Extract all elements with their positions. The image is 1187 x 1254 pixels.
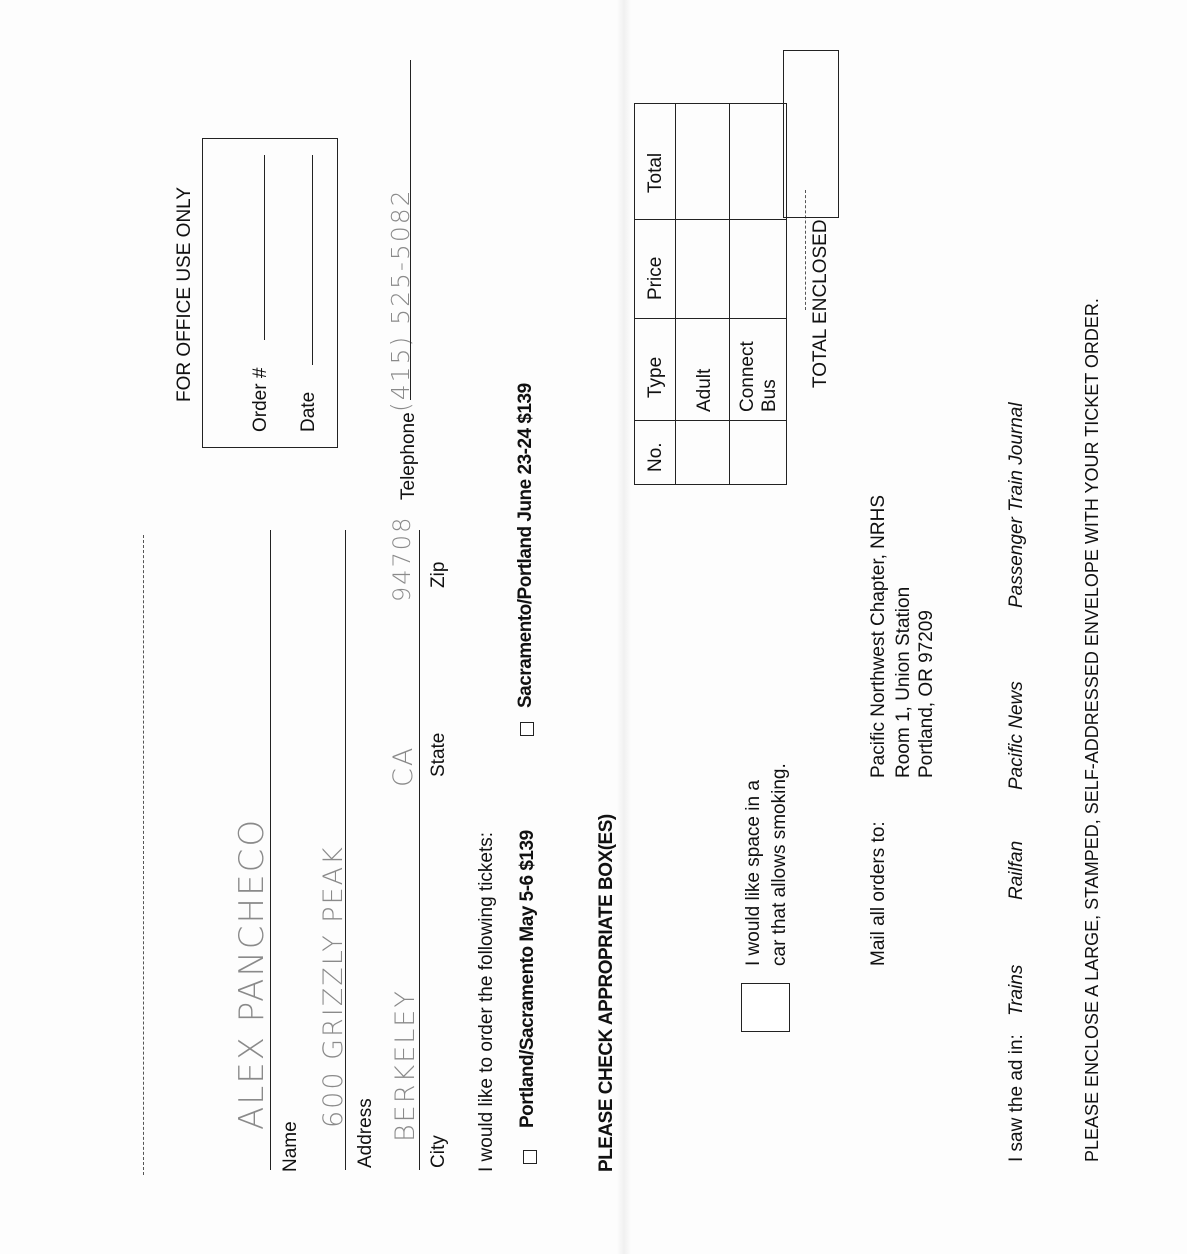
name-label: Name (280, 1121, 301, 1172)
ad-option-railfan: Railfan (1006, 840, 1027, 900)
tear-off-line (143, 535, 144, 1175)
telephone-line (410, 60, 411, 400)
order-number-label: Order # (250, 367, 271, 432)
table-col-divider (634, 318, 787, 319)
option2-label: Sacramento/Portland June 23-24 $139 (515, 383, 536, 708)
table-cell-type: Adult (694, 368, 715, 412)
order-number-line (264, 155, 265, 340)
address-line (345, 530, 346, 1170)
smoking-checkbox[interactable] (741, 983, 790, 1032)
zip-label: Zip (428, 561, 449, 588)
telephone-label: Telephone (398, 412, 419, 500)
name-value[interactable]: ALEX PANCHECO (232, 817, 272, 1130)
mail-label: Mail all orders to: (868, 821, 889, 966)
telephone-value[interactable]: (415) 525-5082 (386, 188, 415, 412)
total-enclosed-label: TOTAL ENCLOSED (810, 219, 831, 388)
total-enclosed-box[interactable] (783, 50, 839, 218)
tickets-intro: I would like to order the following tickets: (476, 831, 497, 1172)
date-line (312, 155, 313, 365)
option1-checkbox[interactable] (523, 1150, 537, 1164)
table-header: No. (645, 442, 666, 472)
table-header: Price (645, 256, 666, 300)
table-cell-type: Connect Bus (737, 341, 780, 412)
table-col-divider (634, 420, 787, 421)
address-label: Address (355, 1098, 376, 1168)
option1-label: Portland/Sacramento May 5-6 $139 (517, 830, 538, 1128)
mail-line3: Portland, OR 97209 (916, 610, 937, 778)
ad-label: I saw the ad in: (1006, 1034, 1027, 1162)
table-header: Type (645, 356, 666, 398)
table-header: Total (645, 152, 666, 193)
name-line (270, 530, 271, 1170)
city-label: City (428, 1135, 449, 1168)
footer-note: PLEASE ENCLOSE A LARGE, STAMPED, SELF-ADDRESSED ENVELOPE WITH YOUR TICKET ORDER. (1082, 298, 1102, 1162)
check-instruction: PLEASE CHECK APPROPRIATE BOX(ES) (596, 814, 617, 1172)
table-row-divider (729, 103, 730, 485)
option2-checkbox[interactable] (520, 722, 534, 736)
ad-option-pacific-news: Pacific News (1006, 681, 1027, 790)
office-title: FOR OFFICE USE ONLY (174, 186, 195, 402)
ad-option-passenger-train-journal: Passenger Train Journal (1006, 402, 1027, 608)
mail-line1: Pacific Northwest Chapter, NRHS (868, 495, 889, 778)
table-col-divider (634, 219, 787, 220)
smoking-line2: car that allows smoking. (769, 763, 790, 966)
paper-fold (617, 0, 631, 1254)
ad-option-trains: Trains (1006, 964, 1027, 1016)
mail-line2: Room 1, Union Station (893, 586, 914, 778)
city-value[interactable]: BERKELEY (390, 989, 421, 1142)
city-line (419, 530, 420, 1170)
date-label: Date (298, 391, 319, 432)
state-label: State (428, 732, 449, 777)
state-value[interactable]: CA (388, 745, 419, 787)
address-value[interactable]: 600 GRIZZLY PEAK (318, 845, 349, 1128)
smoking-line1: I would like space in a (743, 780, 764, 966)
zip-value[interactable]: 94708 (388, 515, 416, 602)
table-row-divider (675, 103, 676, 485)
